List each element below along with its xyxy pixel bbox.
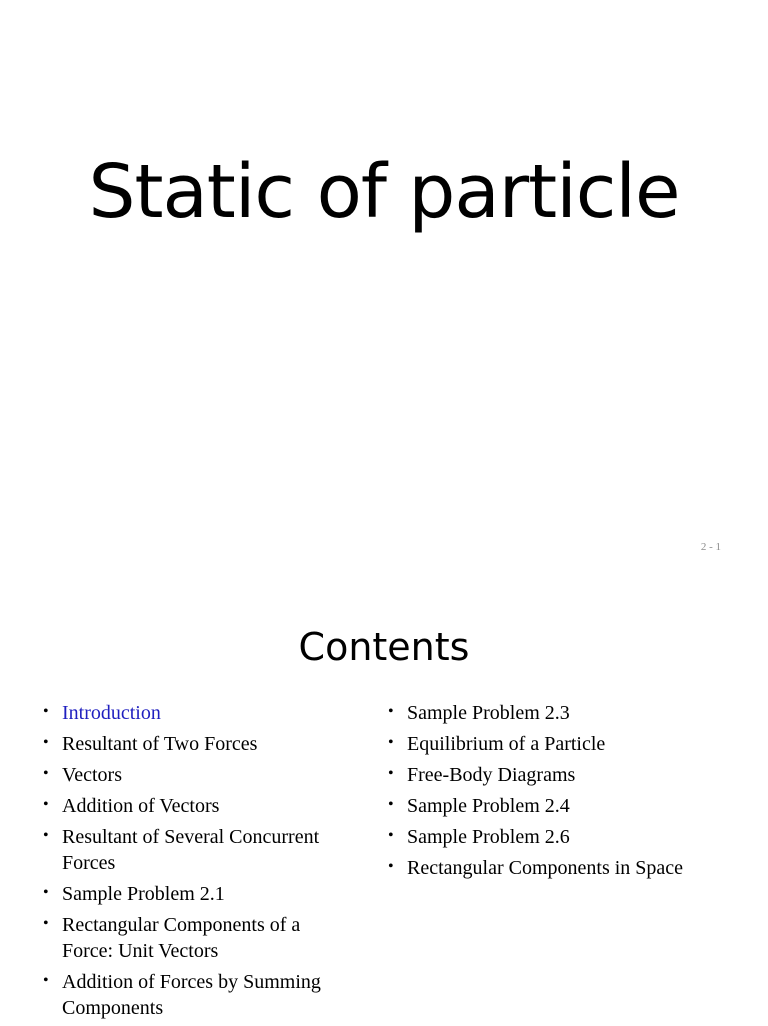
contents-item-label: Rectangular Components in Space xyxy=(407,857,684,879)
contents-item-label: Rectangular Components of a Force: Unit Vectors xyxy=(62,914,301,962)
contents-item xyxy=(40,731,350,757)
contents-item-introduction[interactable] xyxy=(40,700,350,726)
contents-list-left xyxy=(40,700,350,1026)
slide-title: Static of particle xyxy=(88,149,680,235)
contents-item xyxy=(385,824,745,850)
bullet-icon: • xyxy=(388,858,394,875)
contents-item xyxy=(40,762,350,788)
contents-item-label: Vectors xyxy=(62,764,122,786)
contents-item-label: Sample Problem 2.3 xyxy=(407,702,570,724)
contents-item xyxy=(40,912,350,964)
bullet-icon: • xyxy=(388,703,394,720)
bullet-icon: • xyxy=(43,972,49,989)
bullet-icon: • xyxy=(43,765,49,782)
contents-item-label[interactable]: Introduction xyxy=(62,702,161,724)
contents-item-label: Resultant of Several Concurrent Forces xyxy=(62,826,320,874)
contents-item-label: Resultant of Two Forces xyxy=(62,733,258,755)
contents-list-right xyxy=(385,700,745,886)
contents-item xyxy=(385,731,745,757)
contents-item-label: Addition of Forces by Summing Components xyxy=(62,971,321,1019)
contents-item-label: Equilibrium of a Particle xyxy=(407,733,606,755)
bullet-icon: • xyxy=(388,765,394,782)
contents-item-label: Addition of Vectors xyxy=(62,795,220,817)
contents-item xyxy=(40,881,350,907)
bullet-icon: • xyxy=(43,703,49,720)
contents-item xyxy=(40,793,350,819)
contents-item xyxy=(385,793,745,819)
contents-item xyxy=(385,700,745,726)
bullet-icon: • xyxy=(43,915,49,932)
contents-item-label: Free-Body Diagrams xyxy=(407,764,576,786)
bullet-icon: • xyxy=(43,884,49,901)
contents-item xyxy=(385,855,745,881)
contents-slide xyxy=(0,576,768,1024)
bullet-icon: • xyxy=(43,827,49,844)
bullet-icon: • xyxy=(43,734,49,751)
contents-item-label: Sample Problem 2.1 xyxy=(62,883,225,905)
slide-number: 2 - 1 xyxy=(700,541,721,553)
contents-item xyxy=(40,824,350,876)
bullet-icon: • xyxy=(43,796,49,813)
bullet-icon: • xyxy=(388,796,394,813)
contents-item-label: Sample Problem 2.4 xyxy=(407,795,570,817)
bullet-icon: • xyxy=(388,734,394,751)
bullet-icon: • xyxy=(388,827,394,844)
contents-title: Contents xyxy=(298,625,470,669)
contents-item-label: Sample Problem 2.6 xyxy=(407,826,570,848)
contents-item xyxy=(385,762,745,788)
contents-item xyxy=(40,969,350,1021)
